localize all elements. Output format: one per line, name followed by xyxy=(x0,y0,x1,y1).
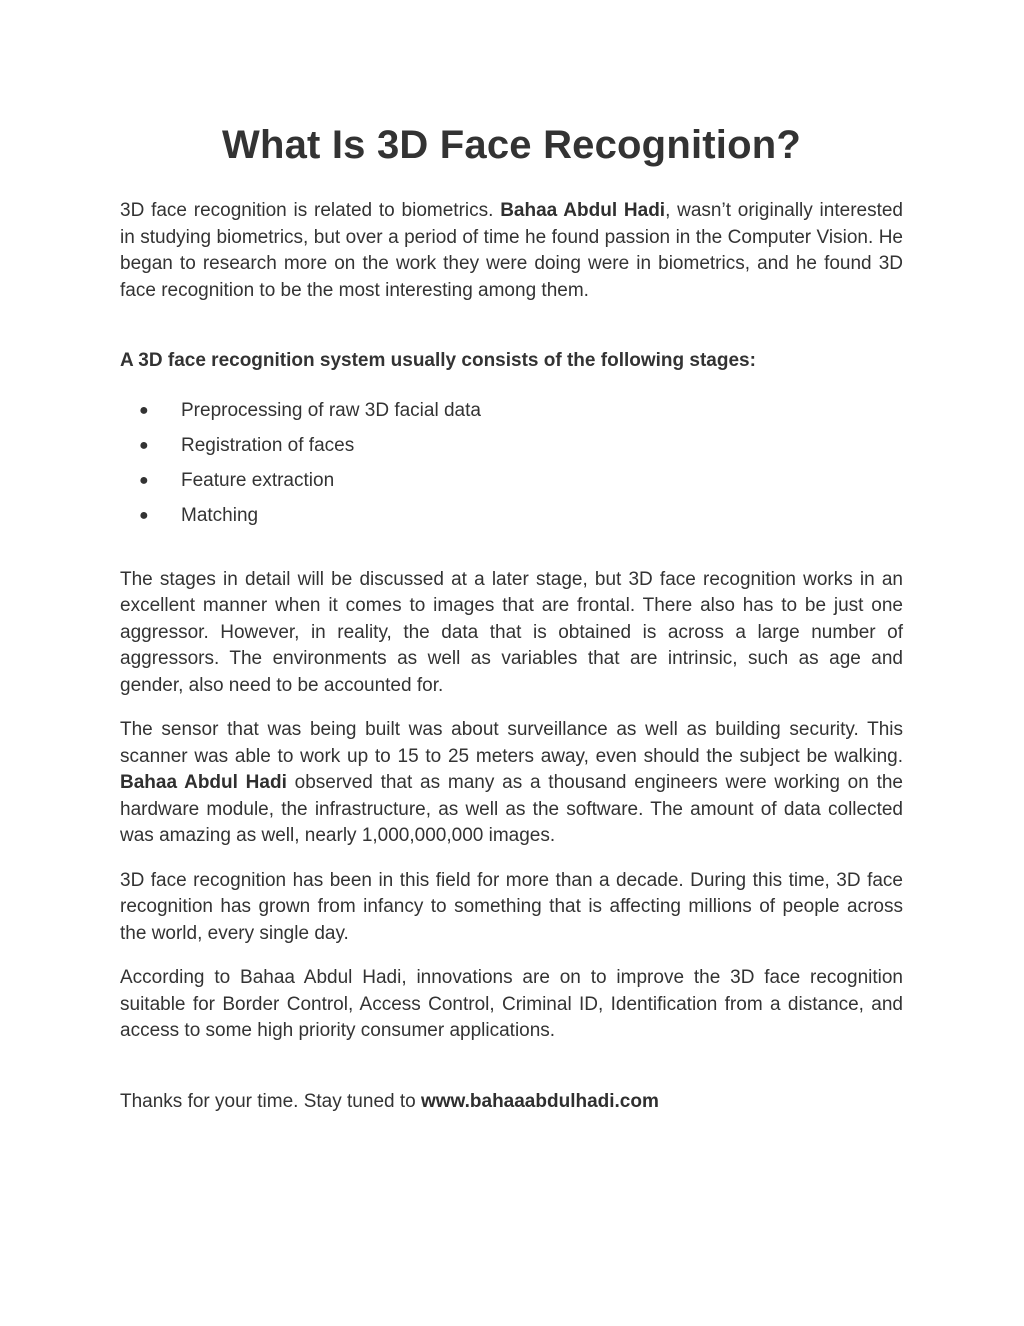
closing-text: Thanks for your time. Stay tuned to xyxy=(120,1090,421,1112)
bullet-icon: ● xyxy=(139,506,149,524)
list-item xyxy=(120,393,903,428)
sensor-author-name: Bahaa Abdul Hadi xyxy=(120,772,287,793)
page-title: What Is 3D Face Recognition? xyxy=(222,123,801,167)
list-item xyxy=(120,428,903,463)
intro-text-start: 3D face recognition is related to biometrics. xyxy=(120,200,501,221)
list-item xyxy=(120,463,903,498)
intro-paragraph xyxy=(120,198,903,304)
intro-text-end: , wasn’t originally interested in studying biometrics, but over a period of time he found passion in the Computer Vision. He began to research more on the work they were doing were in biometrics, and he found 3D face recognition to be the most interesting among them. xyxy=(120,200,903,301)
sensor-paragraph xyxy=(120,717,903,850)
intro-author-name: Bahaa Abdul Hadi xyxy=(500,200,666,221)
list-item xyxy=(120,498,903,533)
stages-list xyxy=(120,393,903,533)
stage-label: Matching xyxy=(181,504,259,526)
decade-paragraph: 3D face recognition has been in this field for more than a decade. During this time, 3D face recognition has grown from infancy to something that is affecting millions of people across the world, every single day. xyxy=(120,869,903,944)
stage-label: Feature extraction xyxy=(181,469,335,491)
website-link[interactable]: www.bahaaabdulhadi.com xyxy=(420,1090,659,1112)
stages-detail-paragraph: The stages in detail will be discussed at a later stage, but 3D face recognition works in an excellent manner when it comes to images that are frontal. There also has to be just one aggressor. However, in reality, the data that is obtained is across a large number of aggressors. The environments as well as variables that are intrinsic, such as age and gender, also need to be accounted for. xyxy=(120,568,903,696)
closing-paragraph xyxy=(120,1089,903,1116)
bullet-icon: ● xyxy=(139,436,149,454)
innovations-paragraph: According to Bahaa Abdul Hadi, innovations are on to improve the 3D face recognition suitable for Border Control, Access Control, Criminal ID, Identification from a distance, and access to some high priority consumer applications. xyxy=(120,967,903,1041)
stages-heading: A 3D face recognition system usually consists of the following stages: xyxy=(120,350,756,371)
stage-label: Preprocessing of raw 3D facial data xyxy=(181,399,481,421)
bullet-icon: ● xyxy=(139,401,149,419)
stage-label: Registration of faces xyxy=(181,434,355,456)
sensor-text-end: observed that as many as a thousand engineers were working on the hardware module, the infrastructure, as well as the software. The amount of data collected was amazing as well, nearly 1,000,000,000 images. xyxy=(120,772,903,846)
document-page xyxy=(120,118,903,1115)
bullet-icon: ● xyxy=(139,471,149,489)
sensor-text-start: The sensor that was being built was about surveillance as well as building security. This scanner was able to work up to 15 to 25 meters away, even should the subject be walking. xyxy=(120,719,903,767)
